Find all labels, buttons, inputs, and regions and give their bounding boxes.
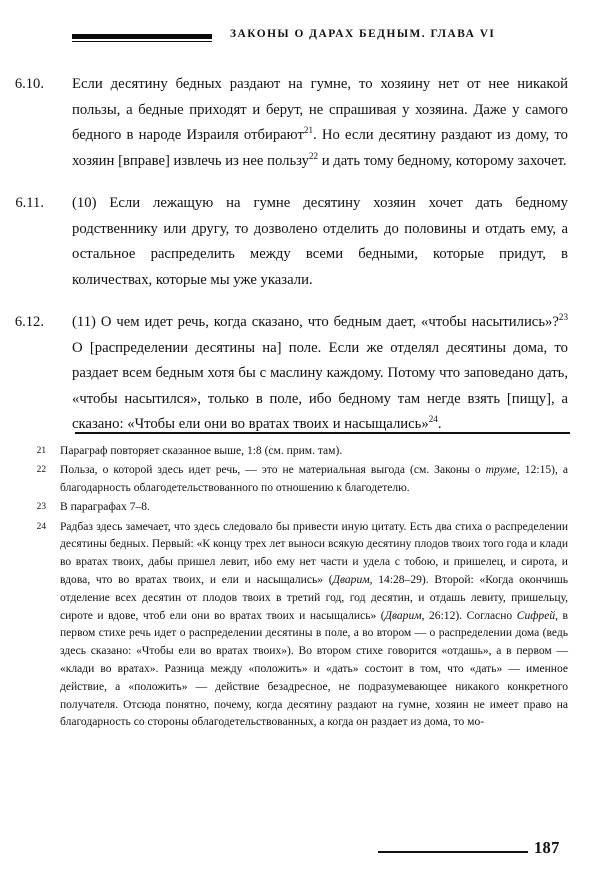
numbered-paragraph	[0, 310, 600, 438]
running-head	[0, 28, 600, 54]
body-text-block	[0, 72, 600, 455]
footnote-text: Радбаз здесь замечает, что здесь следовало бы привести иную цитату. Есть два стиха о распределении десятины бедных. Первый: «К концу трех лет выноси всякую десятину плодов твоих того года и клади во вратах твоих, дабы пришел левит, ибо ему нет части и удела с тобою, и пришелец, и сирота, и вдова, что во вратах твоих, и ели и насыщались» (Дварим, 14:28–29). Второй: «Когда окончишь отделение всех десятин от плодов твоих в третий год, год десятин, и отдашь левиту, пришельцу, сироте и вдове, чтоб ели они во вратах твоих и насыщались» (Дварим, 26:12). Согласно Сифрей, в первом стихе речь идет о распределении десятины в поле, а во втором — о распределении дома (ведь здесь сказано: «Чтобы ели во вратах твоих»). Во втором стихе говорится «отдашь», а в первом — «клади во вратах». Разница между «положить» и «дать» состоит в том, что «дать» — именное действие, а «положить» — действие безадресное, не подразумевающее никакого конкретного получателя. Отсюда понятно, почему, когда десятину раздают на гумне, хозяин не имеет право на благодарность со стороны облагодетельствованных, а когда он раздает из дома, то мо-	[60, 520, 569, 729]
footnote-item	[0, 462, 600, 498]
paragraph-number: 6.12.	[14, 314, 44, 330]
paragraph-text: Если десятину бедных раздают на гумне, то хозяину нет от нее никакой пользы, а бедные приходят и берут, не спрашивая у хозяина. Даже у самого бедного в народе Израиля отбирают$^{21}$. Но если десятину раздают из дому, то хозяин [вправе] извлечь из нее пользу$^{22}$ и дать тому бедному, которому захочет.	[72, 76, 569, 169]
numbered-paragraph	[0, 191, 600, 293]
running-head-rule	[72, 34, 212, 42]
running-head-chapter-number: VI	[479, 28, 496, 40]
running-head-rule-thick	[72, 34, 212, 39]
footnote-number: 21	[36, 446, 46, 456]
paragraph-number: 6.10.	[14, 76, 44, 92]
numbered-paragraph	[0, 72, 600, 174]
folio-rule	[378, 851, 528, 853]
footnote-number: 23	[36, 502, 46, 513]
footnote-number: 22	[36, 465, 46, 476]
footnote-text: Польза, о которой здесь идет речь, — это не материальная выгода (см. Законы о труме, 12:15), а благодарность облагодетельствованного по отношению к благодетелю.	[60, 464, 568, 495]
footnote-item	[0, 443, 600, 461]
footnote-item	[0, 519, 600, 733]
page-number: 187	[534, 838, 560, 857]
footnote-block	[0, 443, 600, 734]
running-head-title-text: ЗАКОНЫ О ДАРАХ БЕДНЫМ. ГЛАВА	[230, 28, 476, 40]
footnote-text: В параграфах 7–8.	[60, 501, 150, 514]
paragraph-text: (11) О чем идет речь, когда сказано, что бедным дает, «чтобы насытились»?$^{23}$ О [распределении десятины на] поле. Если же отделял десятины дома, то раздает всем бедным хотя бы с маслину каждому. Потому что заповедано дать, «чтобы насытился», только в поле, ибо бедному там негде взять [пищу], а сказано: «Чтобы ели они во вратах твоих и насыщались»$^{24}$.	[72, 312, 568, 432]
running-head-title	[230, 28, 495, 40]
paragraph-number: 6.11.	[15, 195, 44, 211]
footnote-text: Параграф повторяет сказанное выше, 1:8 (см. прим. там).	[60, 445, 343, 457]
paragraph-text: (10) Если лежащую на гумне десятину хозяин хочет дать бедному родственнику или другу, то дозволено отделить до половины и отдать ему, а остальное распределить между всеми бедными, которые придут, в количествах, которые мы уже указали.	[72, 195, 568, 288]
footnote-number: 24	[36, 521, 46, 532]
footnote-item	[0, 499, 600, 517]
footnote-separator-rule	[75, 432, 570, 434]
running-head-rule-thin	[72, 41, 212, 42]
